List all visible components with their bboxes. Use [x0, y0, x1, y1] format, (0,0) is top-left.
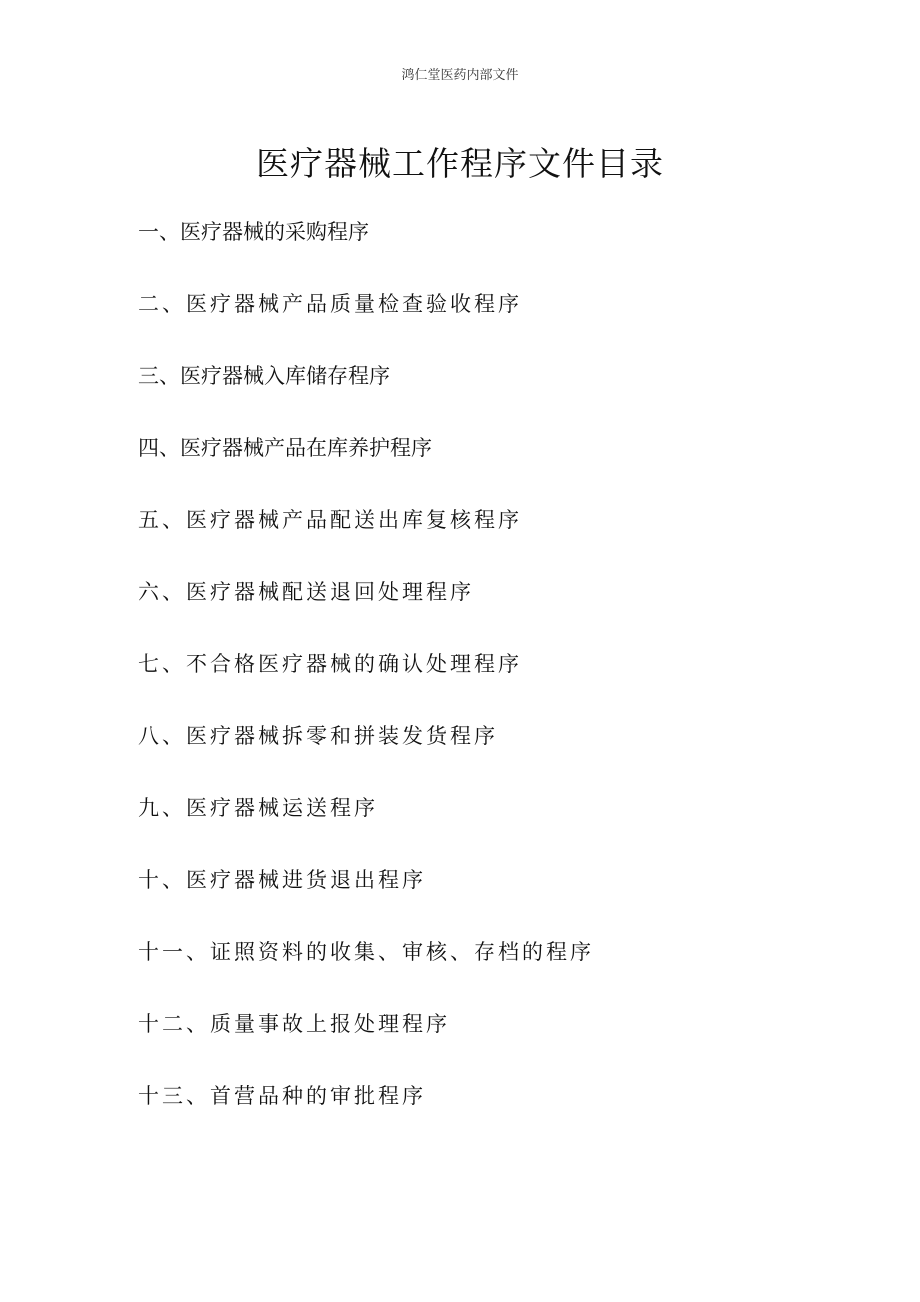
document-title: 医疗器械工作程序文件目录 — [256, 144, 664, 183]
toc-item-1: 一、医疗器械的采购程序 — [138, 220, 369, 244]
toc-item-10: 十、医疗器械进货退出程序 — [138, 868, 426, 892]
toc-item-5: 五、医疗器械产品配送出库复核程序 — [138, 508, 522, 532]
table-of-contents — [138, 214, 838, 1150]
toc-item-4: 四、医疗器械产品在库养护程序 — [138, 436, 432, 460]
toc-item-12: 十二、质量事故上报处理程序 — [138, 1012, 450, 1036]
toc-item-7: 七、不合格医疗器械的确认处理程序 — [138, 652, 522, 676]
toc-item-13: 十三、首营品种的审批程序 — [138, 1084, 426, 1108]
toc-item-2: 二、医疗器械产品质量检查验收程序 — [138, 292, 522, 316]
document-header: 鸿仁堂医药内部文件 — [401, 68, 519, 83]
toc-item-11: 十一、证照资料的收集、审核、存档的程序 — [138, 940, 594, 964]
toc-item-3: 三、医疗器械入库储存程序 — [138, 364, 390, 388]
toc-item-9: 九、医疗器械运送程序 — [138, 796, 378, 820]
toc-item-6: 六、医疗器械配送退回处理程序 — [138, 580, 474, 604]
toc-item-8: 八、医疗器械拆零和拼装发货程序 — [138, 724, 498, 748]
